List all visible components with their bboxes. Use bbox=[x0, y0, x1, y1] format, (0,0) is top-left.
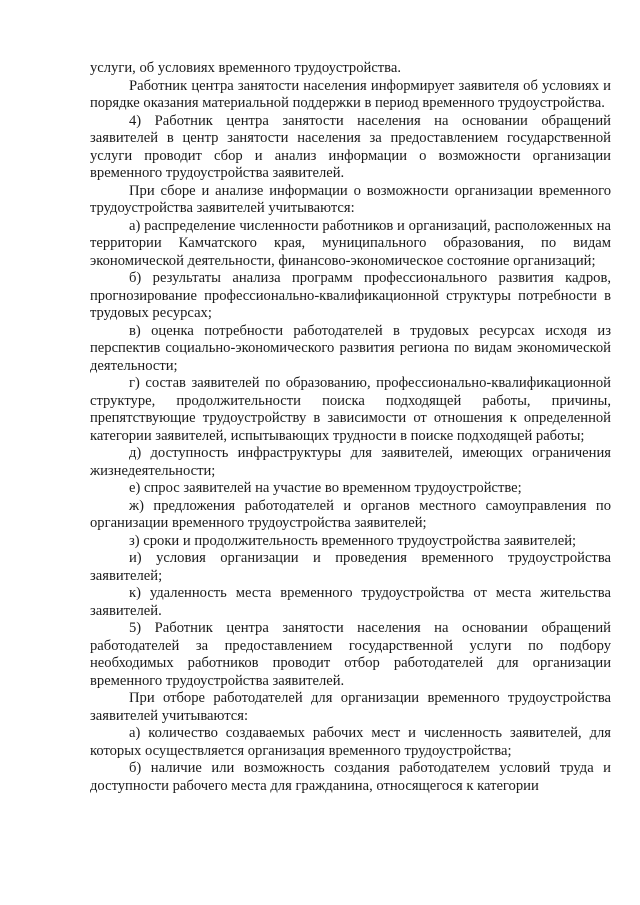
paragraph-1: услуги, об условиях временного трудоустройства. bbox=[90, 60, 402, 76]
paragraph-collection-intro: При сборе и анализе информации о возможности организации временного трудоустройства заявителей учитываются: bbox=[90, 182, 611, 216]
list-item-v: в) оценка потребности работодателей в трудовых ресурсах исходя из перспектив социально-экономического развития региона по видам экономической деятельности; bbox=[90, 322, 611, 374]
list-item-a: а) распределение численности работников и организаций, расположенных на территории Камчатского края, муниципального образования, по видам экономической деятельности, финансово-экономическое состояние организаций; bbox=[90, 217, 611, 269]
paragraph-selection-intro: При отборе работодателей для организации временного трудоустройства заявителей учитываются: bbox=[90, 690, 611, 724]
list-item-g: г) состав заявителей по образованию, профессионально-квалификационной структуре, продолжительности поиска подходящей работы, причины, препятствующие трудоустройству в зависимости от отношения к определенной категории заявителей, испытывающих трудности в поиске подходящей работы; bbox=[90, 375, 611, 444]
paragraph-item-4: 4) Работник центра занятости населения на основании обращений заявителей в центр занятости населения за предоставлением государственной услуги проводит сбор и анализ информации о возможности организации временного трудоустройства заявителей. bbox=[90, 112, 611, 181]
list-item-d: д) доступность инфраструктуры для заявителей, имеющих ограничения жизнедеятельности; bbox=[90, 445, 611, 479]
paragraph-2: Работник центра занятости населения информирует заявителя об условиях и порядке оказания материальной поддержки в период временного трудоустройства. bbox=[90, 77, 611, 111]
list-item-z: з) сроки и продолжительность временного трудоустройства заявителей; bbox=[129, 532, 577, 549]
paragraph-item-5: 5) Работник центра занятости населения на основании обращений работодателей за предоставлением государственной услуги по подбору необходимых работников проводит отбор работодателей для организации временного трудоустройства заявителей. bbox=[90, 620, 611, 689]
document-body bbox=[90, 60, 611, 795]
list-item-b-2: б) наличие или возможность создания работодателем условий труда и доступности рабочего места для гражданина, относящегося к категории bbox=[90, 760, 611, 794]
list-item-zh: ж) предложения работодателей и органов местного самоуправления по организации временного трудоустройства заявителей; bbox=[90, 497, 611, 531]
list-item-b: б) результаты анализа программ профессионального развития кадров, прогнозирование профессионально-квалификационной структуры потребности в трудовых ресурсах; bbox=[90, 270, 611, 321]
list-item-i: и) условия организации и проведения временного трудоустройства заявителей; bbox=[90, 550, 611, 584]
list-item-e: е) спрос заявителей на участие во временном трудоустройстве; bbox=[129, 480, 522, 496]
list-item-k: к) удаленность места временного трудоустройства от места жительства заявителей. bbox=[90, 585, 611, 619]
list-item-a-2: а) количество создаваемых рабочих мест и численность заявителей, для которых осуществляется организация временного трудоустройства; bbox=[90, 725, 611, 759]
